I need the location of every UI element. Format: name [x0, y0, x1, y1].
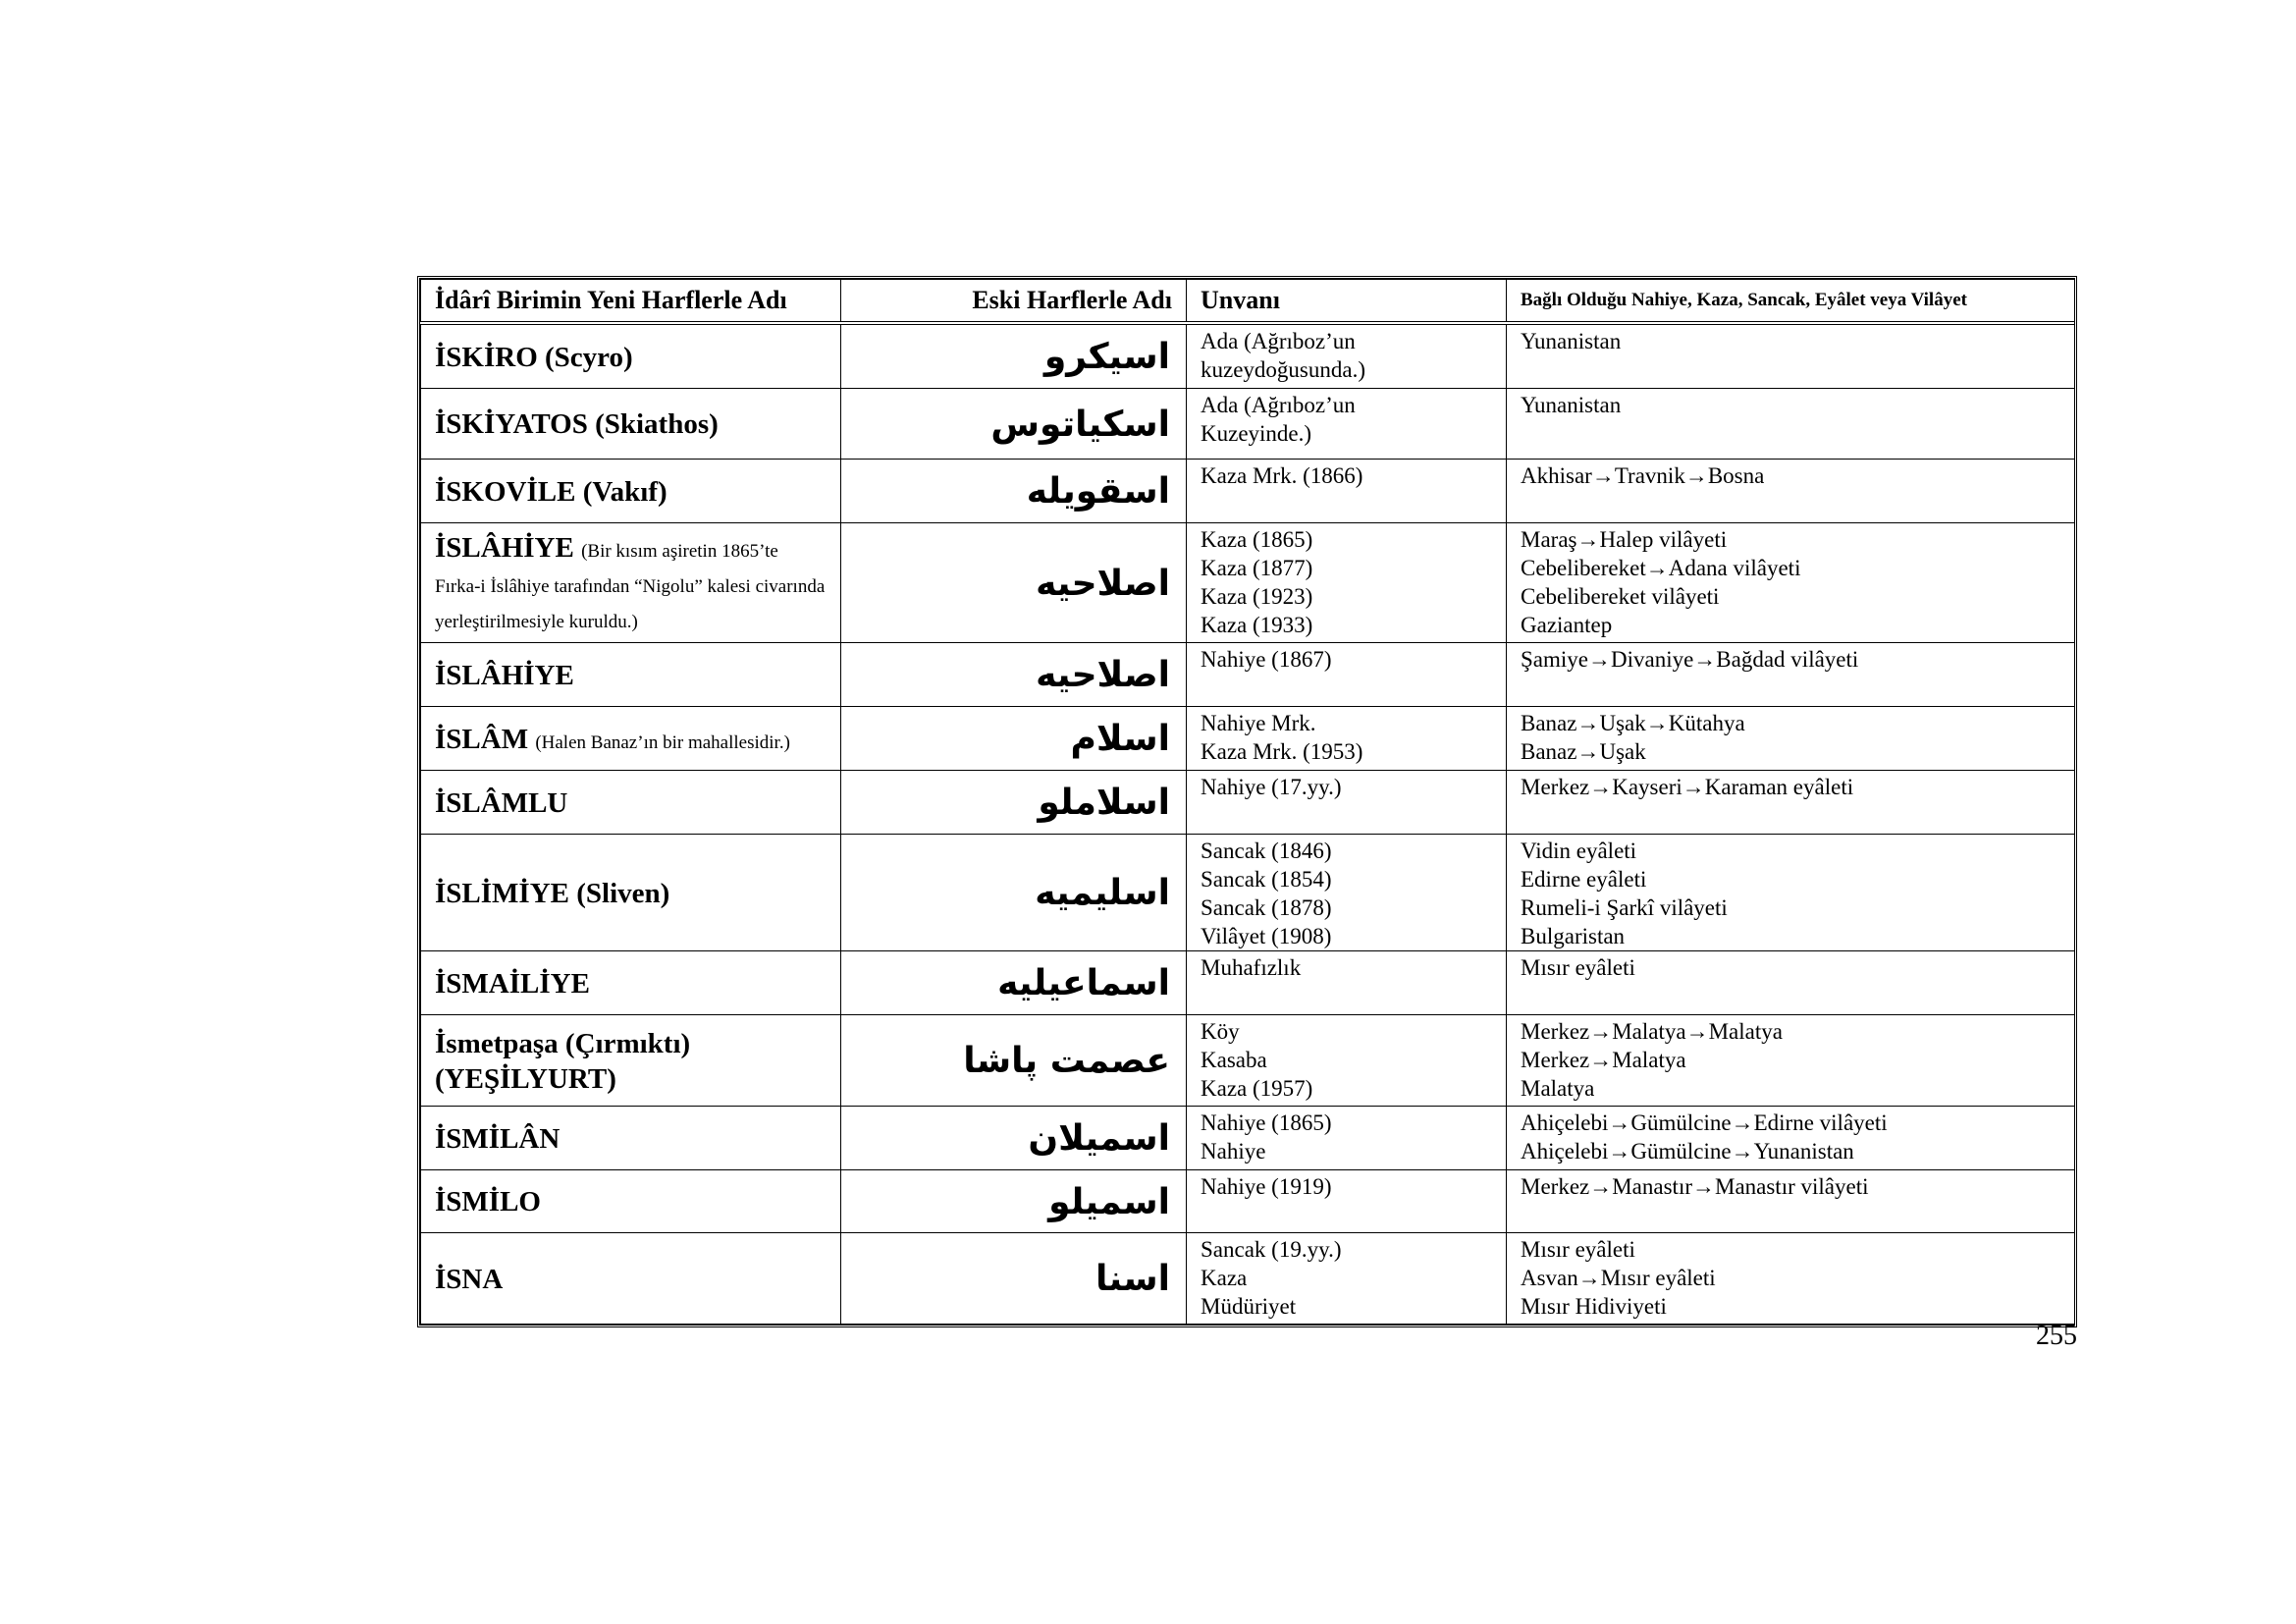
- old-name: اسميلو: [841, 1169, 1187, 1232]
- parent-line: Gaziantep: [1521, 612, 1613, 637]
- table-row: [421, 770, 2075, 834]
- title-line: Kaza: [1201, 1265, 1248, 1290]
- header-title: Unvanı: [1187, 280, 1507, 324]
- unit-name: İSLÂMLU: [435, 786, 568, 819]
- old-name: اسليميه: [841, 834, 1187, 950]
- parent-line: Mısır eyâleti: [1521, 1236, 1635, 1262]
- table-header: [421, 280, 2075, 324]
- parent-line: Cebelibereket vilâyeti: [1521, 583, 1720, 609]
- title-cell: [1187, 323, 1507, 388]
- old-name: اصلاحيه: [841, 642, 1187, 706]
- parent-line: Yunanistan: [1521, 392, 1622, 417]
- unit-name: İsmetpaşa (Çırmıktı) (YEŞİLYURT): [435, 1027, 691, 1095]
- parent-line: Mısır eyâleti: [1521, 954, 1635, 980]
- table-row: [421, 522, 2075, 642]
- title-cell: [1187, 522, 1507, 642]
- parent-line: Merkez→Malatya→Malatya: [1521, 1018, 1783, 1044]
- parent-line: Maraş→Halep vilâyeti: [1521, 526, 1728, 552]
- table-row: [421, 1169, 2075, 1232]
- title-line: Kaza (1877): [1201, 555, 1313, 580]
- parent-line: Akhisar→Travnik→Bosna: [1521, 462, 1765, 488]
- title-line: Vilâyet (1908): [1201, 923, 1332, 948]
- title-cell: [1187, 459, 1507, 522]
- header-new-name: İdârî Birimin Yeni Harflerle Adı: [421, 280, 841, 324]
- title-line: Sancak (1846): [1201, 838, 1332, 863]
- title-cell: [1187, 1106, 1507, 1169]
- unit-name-cell: [421, 1232, 841, 1324]
- title-line: Kaza (1933): [1201, 612, 1313, 637]
- table-row: [421, 388, 2075, 459]
- title-line: Kaza Mrk. (1953): [1201, 738, 1363, 764]
- parent-line: Banaz→Uşak→Kütahya: [1521, 710, 1745, 735]
- title-line: Kuzeyinde.): [1201, 420, 1312, 446]
- table-row: [421, 459, 2075, 522]
- parent-line: Yunanistan: [1521, 329, 1622, 353]
- parent-line: Merkez→Malatya: [1521, 1047, 1686, 1072]
- header-old-name: Eski Harflerle Adı: [841, 280, 1187, 324]
- old-name: اصلاحيه: [841, 522, 1187, 642]
- parent-cell: [1507, 834, 2075, 950]
- parent-cell: [1507, 1169, 2075, 1232]
- gazetteer-table: [420, 279, 2075, 1325]
- title-line: kuzeydoğusunda.): [1201, 357, 1365, 382]
- unit-name-cell: [421, 1169, 841, 1232]
- parent-line: Mısır Hidiviyeti: [1521, 1293, 1667, 1319]
- title-cell: [1187, 770, 1507, 834]
- parent-line: Merkez→Manastır→Manastır vilâyeti: [1521, 1173, 1869, 1199]
- title-line: Nahiye: [1201, 1138, 1266, 1164]
- title-line: Sancak (1878): [1201, 894, 1332, 920]
- title-line: Kaza Mrk. (1866): [1201, 462, 1363, 488]
- unit-name: İSLÂM: [435, 723, 529, 755]
- parent-line: Banaz→Uşak: [1521, 738, 1646, 764]
- parent-cell: [1507, 1014, 2075, 1106]
- header-parent: Bağlı Olduğu Nahiye, Kaza, Sancak, Eyâlet veya Vilâyet: [1507, 280, 2075, 324]
- unit-note: (Halen Banaz’ın bir mahallesidir.): [535, 731, 790, 753]
- parent-cell: [1507, 642, 2075, 706]
- title-line: Kasaba: [1201, 1047, 1267, 1072]
- table-row: [421, 1232, 2075, 1324]
- unit-name-cell: [421, 706, 841, 770]
- parent-line: Rumeli-i Şarkî vilâyeti: [1521, 894, 1728, 920]
- old-name: عصمت پاشا: [841, 1014, 1187, 1106]
- unit-name: İSKOVİLE (Vakıf): [435, 475, 667, 508]
- parent-line: Cebelibereket→Adana vilâyeti: [1521, 555, 1801, 580]
- title-line: Ada (Ağrıboz’un: [1201, 329, 1356, 353]
- title-line: Kaza (1957): [1201, 1075, 1313, 1101]
- parent-line: Şamiye→Divaniye→Bağdad vilâyeti: [1521, 646, 1859, 672]
- table-row: [421, 950, 2075, 1014]
- unit-name: İSKİRO (Scyro): [435, 341, 633, 373]
- unit-name-cell: [421, 459, 841, 522]
- unit-name: İSLÂHİYE: [435, 659, 574, 691]
- title-cell: [1187, 388, 1507, 459]
- title-line: Muhafızlık: [1201, 954, 1302, 980]
- table-row: [421, 323, 2075, 388]
- unit-name: İSNA: [435, 1263, 504, 1295]
- title-line: Ada (Ağrıboz’un: [1201, 392, 1356, 417]
- parent-line: Edirne eyâleti: [1521, 866, 1647, 892]
- parent-line: Asvan→Mısır eyâleti: [1521, 1265, 1716, 1290]
- parent-cell: [1507, 770, 2075, 834]
- unit-name-cell: [421, 770, 841, 834]
- page-number: 255: [2036, 1321, 2077, 1351]
- parent-cell: [1507, 1106, 2075, 1169]
- title-line: Nahiye (1919): [1201, 1173, 1332, 1199]
- unit-name-cell: [421, 522, 841, 642]
- title-line: Kaza (1865): [1201, 526, 1313, 552]
- title-line: Nahiye Mrk.: [1201, 710, 1316, 735]
- old-name: اسيكرو: [841, 323, 1187, 388]
- table-row: [421, 706, 2075, 770]
- title-cell: [1187, 1232, 1507, 1324]
- old-name: اسنا: [841, 1232, 1187, 1324]
- old-name: اسلاملو: [841, 770, 1187, 834]
- title-cell: [1187, 642, 1507, 706]
- old-name: اسكياتوس: [841, 388, 1187, 459]
- parent-line: Merkez→Kayseri→Karaman eyâleti: [1521, 774, 1854, 799]
- old-name: اسميلان: [841, 1106, 1187, 1169]
- unit-name-cell: [421, 388, 841, 459]
- title-line: Müdüriyet: [1201, 1293, 1297, 1319]
- table-row: [421, 834, 2075, 950]
- parent-cell: [1507, 522, 2075, 642]
- title-cell: [1187, 706, 1507, 770]
- parent-line: Malatya: [1521, 1075, 1595, 1101]
- title-line: Nahiye (1867): [1201, 646, 1332, 672]
- parent-line: Ahiçelebi→Gümülcine→Yunanistan: [1521, 1138, 1854, 1164]
- title-cell: [1187, 1169, 1507, 1232]
- title-line: Nahiye (1865): [1201, 1110, 1332, 1135]
- parent-cell: [1507, 459, 2075, 522]
- parent-cell: [1507, 323, 2075, 388]
- old-name: اسماعيليه: [841, 950, 1187, 1014]
- title-cell: [1187, 1014, 1507, 1106]
- parent-cell: [1507, 388, 2075, 459]
- unit-name-cell: [421, 834, 841, 950]
- unit-name: İSMAİLİYE: [435, 967, 590, 1000]
- unit-name-cell: [421, 1014, 841, 1106]
- parent-cell: [1507, 1232, 2075, 1324]
- old-name: اسقويله: [841, 459, 1187, 522]
- unit-name: İSKİYATOS (Skiathos): [435, 408, 719, 440]
- gazetteer-table-frame: [417, 276, 2077, 1327]
- parent-line: Bulgaristan: [1521, 923, 1626, 948]
- title-line: Sancak (1854): [1201, 866, 1332, 892]
- parent-cell: [1507, 950, 2075, 1014]
- unit-name-cell: [421, 950, 841, 1014]
- unit-name: İSMİLÂN: [435, 1122, 561, 1155]
- parent-cell: [1507, 706, 2075, 770]
- title-cell: [1187, 950, 1507, 1014]
- unit-name: İSLİMİYE (Sliven): [435, 877, 670, 909]
- unit-name-cell: [421, 642, 841, 706]
- table-row: [421, 1014, 2075, 1106]
- old-name: اسلام: [841, 706, 1187, 770]
- unit-note: (Bir kısım aşiretin 1865’te Fırka-i İslâhiye tarafından “Nigolu” kalesi civarında yerleştirilmesiyle kuruldu.): [435, 541, 826, 632]
- title-cell: [1187, 834, 1507, 950]
- parent-line: Ahiçelebi→Gümülcine→Edirne vilâyeti: [1521, 1110, 1888, 1135]
- unit-name: İSMİLO: [435, 1186, 541, 1218]
- title-line: Sancak (19.yy.): [1201, 1236, 1342, 1262]
- parent-line: Vidin eyâleti: [1521, 838, 1637, 863]
- unit-name: İSLÂHİYE: [435, 532, 574, 564]
- table-row: [421, 1106, 2075, 1169]
- table-row: [421, 642, 2075, 706]
- unit-name-cell: [421, 1106, 841, 1169]
- title-line: Nahiye (17.yy.): [1201, 774, 1342, 799]
- title-line: Köy: [1201, 1018, 1240, 1044]
- title-line: Kaza (1923): [1201, 583, 1313, 609]
- unit-name-cell: [421, 323, 841, 388]
